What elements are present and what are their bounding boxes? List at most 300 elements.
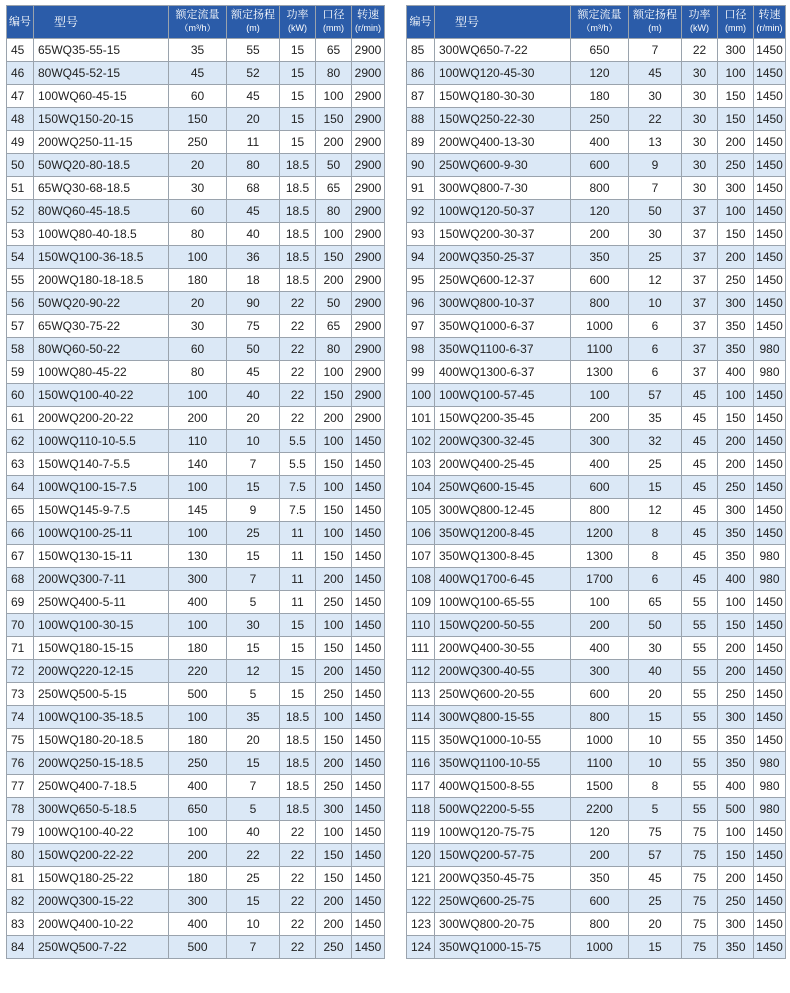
cell-model: 150WQ180-15-15 [34, 637, 169, 660]
cell-flow: 200 [571, 223, 629, 246]
cell-flow: 100 [169, 384, 227, 407]
cell-power: 18.5 [280, 246, 316, 269]
table-row [407, 200, 786, 223]
cell-number: 114 [407, 706, 435, 729]
header-diameter: 口径 (mm) [316, 6, 352, 39]
cell-head: 50 [629, 614, 682, 637]
cell-flow: 300 [571, 430, 629, 453]
cell-speed: 1450 [754, 246, 786, 269]
cell-model: 300WQ800-12-45 [435, 499, 571, 522]
cell-speed: 1450 [754, 522, 786, 545]
cell-number: 64 [7, 476, 34, 499]
cell-power: 22 [280, 292, 316, 315]
table-row [7, 338, 385, 361]
cell-number: 111 [407, 637, 435, 660]
cell-power: 45 [682, 499, 718, 522]
cell-head: 15 [227, 545, 280, 568]
cell-flow: 145 [169, 499, 227, 522]
cell-head: 10 [227, 430, 280, 453]
cell-model: 100WQ120-45-30 [435, 62, 571, 85]
cell-head: 20 [629, 913, 682, 936]
cell-diameter: 300 [718, 292, 754, 315]
cell-number: 71 [7, 637, 34, 660]
table-row [407, 39, 786, 62]
cell-model: 150WQ200-50-55 [435, 614, 571, 637]
cell-diameter: 250 [718, 890, 754, 913]
cell-number: 90 [407, 154, 435, 177]
cell-number: 79 [7, 821, 34, 844]
table-row [407, 729, 786, 752]
cell-head: 9 [629, 154, 682, 177]
cell-speed: 1450 [754, 407, 786, 430]
cell-flow: 650 [169, 798, 227, 821]
cell-diameter: 150 [718, 844, 754, 867]
cell-model: 150WQ130-15-11 [34, 545, 169, 568]
cell-diameter: 250 [316, 683, 352, 706]
cell-speed: 1450 [754, 706, 786, 729]
cell-diameter: 65 [316, 315, 352, 338]
cell-flow: 350 [571, 246, 629, 269]
pump-spec-table-right [406, 5, 786, 959]
cell-model: 100WQ80-40-18.5 [34, 223, 169, 246]
table-row [407, 246, 786, 269]
cell-diameter: 200 [718, 637, 754, 660]
cell-power: 37 [682, 338, 718, 361]
cell-number: 103 [407, 453, 435, 476]
cell-power: 18.5 [280, 752, 316, 775]
cell-power: 55 [682, 660, 718, 683]
cell-diameter: 350 [718, 729, 754, 752]
cell-head: 15 [227, 637, 280, 660]
cell-head: 15 [629, 936, 682, 959]
table-row [407, 683, 786, 706]
cell-head: 45 [227, 85, 280, 108]
cell-power: 45 [682, 568, 718, 591]
header-model: 型号 [435, 6, 571, 39]
cell-speed: 1450 [352, 568, 385, 591]
cell-speed: 2900 [352, 200, 385, 223]
cell-flow: 300 [169, 890, 227, 913]
cell-flow: 650 [571, 39, 629, 62]
cell-power: 37 [682, 361, 718, 384]
cell-flow: 120 [571, 821, 629, 844]
table-row [7, 292, 385, 315]
cell-head: 40 [227, 821, 280, 844]
cell-head: 45 [227, 200, 280, 223]
cell-model: 200WQ200-20-22 [34, 407, 169, 430]
cell-power: 11 [280, 545, 316, 568]
cell-power: 22 [280, 338, 316, 361]
cell-number: 108 [407, 568, 435, 591]
cell-power: 18.5 [280, 177, 316, 200]
cell-speed: 1450 [754, 637, 786, 660]
cell-model: 250WQ600-15-45 [435, 476, 571, 499]
cell-speed: 1450 [352, 430, 385, 453]
cell-speed: 1450 [754, 315, 786, 338]
cell-number: 85 [407, 39, 435, 62]
cell-power: 18.5 [280, 200, 316, 223]
cell-model: 350WQ1000-10-55 [435, 729, 571, 752]
cell-power: 45 [682, 430, 718, 453]
cell-number: 61 [7, 407, 34, 430]
cell-speed: 2900 [352, 62, 385, 85]
cell-number: 74 [7, 706, 34, 729]
cell-head: 35 [227, 706, 280, 729]
table-row [7, 108, 385, 131]
cell-flow: 1100 [571, 752, 629, 775]
cell-model: 250WQ600-25-75 [435, 890, 571, 913]
cell-power: 55 [682, 591, 718, 614]
cell-diameter: 150 [316, 499, 352, 522]
cell-speed: 1450 [754, 269, 786, 292]
cell-model: 250WQ600-20-55 [435, 683, 571, 706]
cell-speed: 1450 [352, 890, 385, 913]
cell-model: 200WQ250-15-18.5 [34, 752, 169, 775]
cell-flow: 1700 [571, 568, 629, 591]
cell-model: 200WQ300-15-22 [34, 890, 169, 913]
cell-diameter: 100 [316, 821, 352, 844]
cell-model: 150WQ100-36-18.5 [34, 246, 169, 269]
cell-power: 30 [682, 62, 718, 85]
table-row [7, 522, 385, 545]
cell-head: 11 [227, 131, 280, 154]
cell-model: 250WQ600-12-37 [435, 269, 571, 292]
header-row [7, 6, 385, 39]
cell-power: 45 [682, 453, 718, 476]
cell-speed: 1450 [352, 798, 385, 821]
cell-diameter: 200 [316, 131, 352, 154]
cell-diameter: 80 [316, 62, 352, 85]
cell-speed: 2900 [352, 177, 385, 200]
cell-flow: 600 [571, 683, 629, 706]
cell-flow: 1000 [571, 729, 629, 752]
cell-model: 350WQ1000-15-75 [435, 936, 571, 959]
cell-power: 18.5 [280, 269, 316, 292]
cell-flow: 100 [571, 591, 629, 614]
table-row [407, 844, 786, 867]
cell-flow: 400 [571, 453, 629, 476]
cell-power: 75 [682, 936, 718, 959]
cell-diameter: 150 [718, 85, 754, 108]
cell-speed: 1450 [352, 752, 385, 775]
cell-diameter: 150 [718, 407, 754, 430]
cell-number: 76 [7, 752, 34, 775]
cell-number: 53 [7, 223, 34, 246]
cell-flow: 180 [169, 867, 227, 890]
table-row [7, 752, 385, 775]
cell-power: 45 [682, 476, 718, 499]
cell-model: 100WQ60-45-15 [34, 85, 169, 108]
cell-flow: 400 [169, 913, 227, 936]
cell-number: 46 [7, 62, 34, 85]
cell-flow: 140 [169, 453, 227, 476]
cell-head: 45 [629, 867, 682, 890]
cell-diameter: 200 [718, 453, 754, 476]
cell-diameter: 150 [316, 545, 352, 568]
cell-number: 100 [407, 384, 435, 407]
cell-power: 18.5 [280, 729, 316, 752]
cell-flow: 400 [169, 775, 227, 798]
cell-number: 60 [7, 384, 34, 407]
cell-model: 400WQ1700-6-45 [435, 568, 571, 591]
cell-speed: 1450 [754, 476, 786, 499]
table-row [407, 131, 786, 154]
cell-head: 36 [227, 246, 280, 269]
table-row [407, 614, 786, 637]
cell-speed: 1450 [754, 867, 786, 890]
cell-number: 73 [7, 683, 34, 706]
cell-head: 10 [227, 913, 280, 936]
cell-diameter: 80 [316, 200, 352, 223]
cell-diameter: 100 [316, 223, 352, 246]
cell-power: 55 [682, 798, 718, 821]
cell-power: 45 [682, 407, 718, 430]
cell-speed: 1450 [352, 522, 385, 545]
cell-speed: 1450 [754, 292, 786, 315]
table-row [7, 821, 385, 844]
cell-flow: 180 [169, 729, 227, 752]
cell-flow: 1000 [571, 936, 629, 959]
cell-power: 18.5 [280, 775, 316, 798]
cell-diameter: 150 [718, 614, 754, 637]
cell-flow: 400 [571, 131, 629, 154]
cell-speed: 1450 [352, 591, 385, 614]
cell-flow: 1000 [571, 315, 629, 338]
cell-head: 7 [227, 568, 280, 591]
cell-model: 150WQ200-57-75 [435, 844, 571, 867]
cell-diameter: 150 [718, 223, 754, 246]
cell-model: 65WQ30-68-18.5 [34, 177, 169, 200]
table-row [7, 200, 385, 223]
cell-flow: 600 [571, 476, 629, 499]
cell-model: 200WQ300-7-11 [34, 568, 169, 591]
table-row [407, 223, 786, 246]
cell-speed: 1450 [352, 729, 385, 752]
cell-model: 250WQ500-7-22 [34, 936, 169, 959]
cell-power: 22 [280, 913, 316, 936]
cell-number: 122 [407, 890, 435, 913]
cell-model: 400WQ1300-6-37 [435, 361, 571, 384]
table-row [407, 430, 786, 453]
cell-number: 47 [7, 85, 34, 108]
cell-speed: 2900 [352, 246, 385, 269]
cell-model: 100WQ100-65-55 [435, 591, 571, 614]
table-row [7, 545, 385, 568]
cell-diameter: 200 [718, 246, 754, 269]
cell-number: 89 [407, 131, 435, 154]
cell-number: 58 [7, 338, 34, 361]
cell-diameter: 100 [316, 430, 352, 453]
cell-speed: 2900 [352, 154, 385, 177]
cell-model: 150WQ180-25-22 [34, 867, 169, 890]
table-row [7, 706, 385, 729]
table-row [7, 131, 385, 154]
cell-head: 7 [227, 775, 280, 798]
cell-speed: 1450 [352, 844, 385, 867]
cell-model: 200WQ300-32-45 [435, 430, 571, 453]
cell-head: 45 [227, 361, 280, 384]
cell-model: 150WQ150-20-15 [34, 108, 169, 131]
cell-flow: 800 [571, 499, 629, 522]
cell-number: 96 [407, 292, 435, 315]
cell-diameter: 200 [718, 131, 754, 154]
cell-diameter: 50 [316, 154, 352, 177]
cell-flow: 600 [571, 890, 629, 913]
cell-power: 55 [682, 706, 718, 729]
cell-speed: 1450 [754, 177, 786, 200]
table-row [407, 591, 786, 614]
cell-diameter: 250 [718, 154, 754, 177]
cell-number: 78 [7, 798, 34, 821]
cell-power: 55 [682, 683, 718, 706]
cell-number: 106 [407, 522, 435, 545]
table-row [7, 62, 385, 85]
table-row [407, 637, 786, 660]
cell-diameter: 100 [316, 614, 352, 637]
table-row [407, 407, 786, 430]
cell-diameter: 300 [718, 706, 754, 729]
cell-number: 55 [7, 269, 34, 292]
table-row [407, 775, 786, 798]
cell-flow: 1300 [571, 361, 629, 384]
cell-number: 49 [7, 131, 34, 154]
cell-model: 100WQ100-40-22 [34, 821, 169, 844]
table-row [7, 936, 385, 959]
cell-power: 55 [682, 637, 718, 660]
cell-power: 15 [280, 131, 316, 154]
cell-flow: 120 [571, 62, 629, 85]
cell-number: 101 [407, 407, 435, 430]
cell-speed: 1450 [352, 545, 385, 568]
cell-flow: 20 [169, 154, 227, 177]
table-row [407, 913, 786, 936]
cell-number: 84 [7, 936, 34, 959]
cell-speed: 1450 [352, 476, 385, 499]
cell-speed: 2900 [352, 269, 385, 292]
cell-flow: 250 [169, 752, 227, 775]
cell-number: 70 [7, 614, 34, 637]
table-row [7, 775, 385, 798]
cell-model: 100WQ120-50-37 [435, 200, 571, 223]
table-row [407, 453, 786, 476]
cell-flow: 60 [169, 85, 227, 108]
cell-power: 22 [280, 315, 316, 338]
cell-head: 9 [227, 499, 280, 522]
cell-model: 350WQ1100-6-37 [435, 338, 571, 361]
cell-head: 75 [227, 315, 280, 338]
cell-speed: 2900 [352, 315, 385, 338]
cell-head: 6 [629, 361, 682, 384]
header-number: 编号 [7, 6, 34, 39]
cell-diameter: 200 [316, 269, 352, 292]
cell-number: 65 [7, 499, 34, 522]
cell-number: 105 [407, 499, 435, 522]
cell-flow: 220 [169, 660, 227, 683]
cell-power: 7.5 [280, 476, 316, 499]
cell-model: 200WQ400-10-22 [34, 913, 169, 936]
cell-flow: 200 [169, 407, 227, 430]
cell-number: 48 [7, 108, 34, 131]
cell-head: 52 [227, 62, 280, 85]
cell-diameter: 300 [718, 913, 754, 936]
cell-number: 56 [7, 292, 34, 315]
header-power: 功率 (kW) [682, 6, 718, 39]
table-row [7, 890, 385, 913]
cell-head: 80 [227, 154, 280, 177]
cell-head: 25 [227, 522, 280, 545]
cell-head: 8 [629, 545, 682, 568]
cell-speed: 2900 [352, 361, 385, 384]
cell-flow: 100 [169, 821, 227, 844]
cell-head: 20 [227, 108, 280, 131]
cell-number: 62 [7, 430, 34, 453]
cell-power: 18.5 [280, 154, 316, 177]
cell-speed: 980 [754, 338, 786, 361]
cell-diameter: 300 [718, 39, 754, 62]
table-row [407, 867, 786, 890]
cell-number: 109 [407, 591, 435, 614]
cell-power: 75 [682, 890, 718, 913]
cell-number: 69 [7, 591, 34, 614]
table-row [407, 269, 786, 292]
cell-head: 25 [629, 246, 682, 269]
cell-number: 113 [407, 683, 435, 706]
cell-power: 45 [682, 384, 718, 407]
cell-diameter: 400 [718, 775, 754, 798]
cell-speed: 1450 [352, 453, 385, 476]
cell-speed: 1450 [352, 637, 385, 660]
cell-head: 57 [629, 384, 682, 407]
cell-head: 15 [227, 476, 280, 499]
cell-power: 75 [682, 867, 718, 890]
cell-flow: 130 [169, 545, 227, 568]
cell-model: 350WQ1100-10-55 [435, 752, 571, 775]
cell-model: 200WQ250-11-15 [34, 131, 169, 154]
cell-speed: 1450 [754, 39, 786, 62]
cell-diameter: 150 [316, 867, 352, 890]
header-speed: 转速 (r/min) [352, 6, 385, 39]
cell-power: 22 [682, 39, 718, 62]
cell-number: 45 [7, 39, 34, 62]
cell-speed: 1450 [754, 683, 786, 706]
cell-head: 7 [227, 453, 280, 476]
table-row [7, 407, 385, 430]
cell-diameter: 250 [316, 936, 352, 959]
cell-speed: 1450 [352, 821, 385, 844]
cell-flow: 100 [169, 614, 227, 637]
cell-speed: 980 [754, 752, 786, 775]
cell-number: 77 [7, 775, 34, 798]
cell-flow: 2200 [571, 798, 629, 821]
cell-number: 52 [7, 200, 34, 223]
cell-speed: 1450 [754, 200, 786, 223]
cell-speed: 1450 [754, 821, 786, 844]
table-row [407, 384, 786, 407]
table-row [407, 522, 786, 545]
table-row [407, 568, 786, 591]
cell-speed: 1450 [754, 85, 786, 108]
table-row [7, 430, 385, 453]
cell-speed: 1450 [754, 453, 786, 476]
cell-diameter: 250 [718, 269, 754, 292]
cell-speed: 980 [754, 798, 786, 821]
cell-head: 65 [629, 591, 682, 614]
cell-head: 7 [227, 936, 280, 959]
cell-number: 117 [407, 775, 435, 798]
table-row [407, 798, 786, 821]
cell-head: 30 [629, 223, 682, 246]
cell-diameter: 500 [718, 798, 754, 821]
